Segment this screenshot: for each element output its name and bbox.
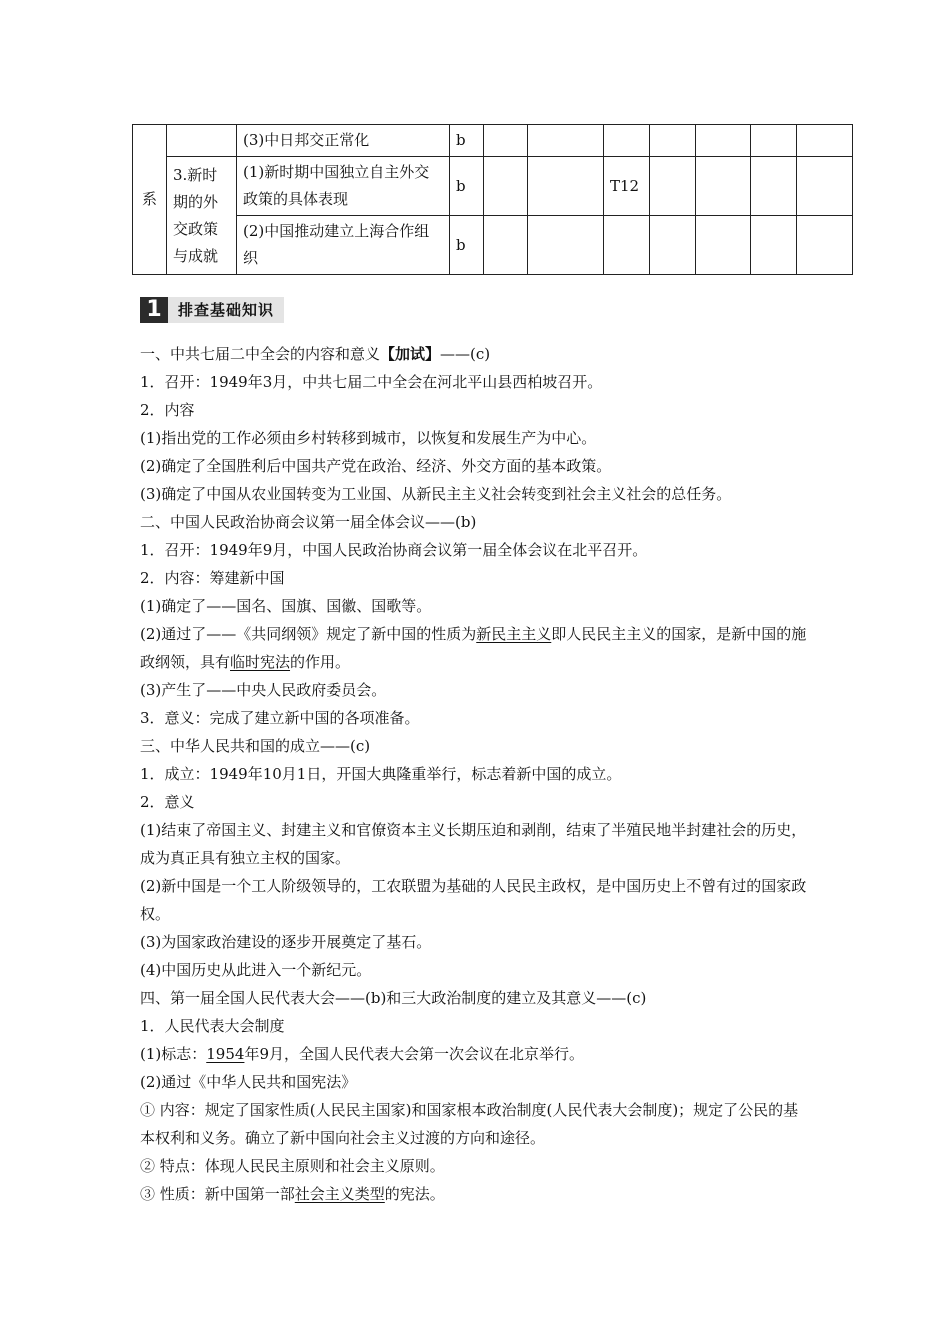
table-row	[133, 157, 853, 216]
paragraph: 2．意义	[140, 793, 195, 811]
paragraph: 2．内容	[140, 401, 195, 419]
heading-2: 二、中国人民政治协商会议第一届全体会议——(b)	[140, 513, 477, 531]
heading-3: 三、中华人民共和国的成立——(c)	[140, 737, 371, 755]
paragraph: (1)指出党的工作必须由乡村转移到城市，以恢复和发展生产为中心。	[140, 429, 597, 447]
heading-1: 一、中共七届二中全会的内容和意义【加试】——(c)	[140, 345, 491, 363]
section-heading	[140, 297, 284, 323]
section-title: 排查基础知识	[168, 297, 284, 323]
paragraph: 1．人民代表大会制度	[140, 1017, 285, 1035]
category-cell: 系	[133, 125, 167, 275]
paragraph: (2)通过《中华人民共和国宪法》	[140, 1073, 357, 1091]
paragraph: 1．成立：1949年10月1日，开国大典隆重举行，标志着新中国的成立。	[140, 765, 622, 783]
paragraph: (4)中国历史从此进入一个新纪元。	[140, 961, 372, 979]
topic-cell: (3)中日邦交正常化	[237, 125, 450, 157]
section-cell: 3.新时期的外交政策与成就	[167, 157, 237, 275]
paragraph: (1)标志：1954年9月，全国人民代表大会第一次会议在北京举行。	[140, 1045, 584, 1063]
paragraph: ② 特点：体现人民民主原则和社会主义原则。	[140, 1157, 445, 1175]
paragraph: (1)确定了——国名、国旗、国徽、国歌等。	[140, 597, 432, 615]
topic-cell: (1)新时期中国独立自主外交政策的具体表现	[237, 157, 450, 216]
paragraph: 3．意义：完成了建立新中国的各项准备。	[140, 709, 420, 727]
paragraph: (2)确定了全国胜利后中国共产党在政治、经济、外交方面的基本政策。	[140, 457, 612, 475]
section-number: 1	[140, 297, 168, 323]
paragraph: 1．召开：1949年3月，中共七届二中全会在河北平山县西柏坡召开。	[140, 373, 603, 391]
level-cell: b	[450, 125, 484, 157]
empty-cell	[167, 125, 237, 157]
paragraph: ③ 性质：新中国第一部社会主义类型的宪法。	[140, 1185, 445, 1203]
level-cell: b	[450, 216, 484, 275]
topic-cell: (2)中国推动建立上海合作组织	[237, 216, 450, 275]
table-row	[133, 216, 853, 275]
paragraph: 2．内容：筹建新中国	[140, 569, 285, 587]
table-row	[133, 125, 853, 157]
level-cell: b	[450, 157, 484, 216]
paragraph: (3)确定了中国从农业国转变为工业国、从新民主主义社会转变到社会主义社会的总任务。	[140, 485, 732, 503]
paragraph: (2)新中国是一个工人阶级领导的，工农联盟为基础的人民民主政权，是中国历史上不曾有过的国家政权。	[140, 877, 807, 923]
paragraph: 1．召开：1949年9月，中国人民政治协商会议第一届全体会议在北平召开。	[140, 541, 648, 559]
paragraph: ① 内容：规定了国家性质(人民民主国家)和国家根本政治制度(人民代表大会制度)；规定了公民的基本权利和义务。确立了新中国向社会主义过渡的方向和途径。	[140, 1101, 799, 1147]
paragraph: (3)为国家政治建设的逐步开展奠定了基石。	[140, 933, 432, 951]
paragraph: (2)通过了——《共同纲领》规定了新中国的性质为新民主主义即人民民主主义的国家，是新中国的施政纲领，具有临时宪法的作用。	[140, 625, 807, 671]
heading-4: 四、第一届全国人民代表大会——(b)和三大政治制度的建立及其意义——(c)	[140, 989, 647, 1007]
exam-cell: T12	[604, 157, 650, 216]
main-content	[140, 340, 812, 1208]
outline-table	[132, 124, 853, 275]
paragraph: (3)产生了——中央人民政府委员会。	[140, 681, 387, 699]
paragraph: (1)结束了帝国主义、封建主义和官僚资本主义长期压迫和剥削，结束了半殖民地半封建社会的历史，成为真正具有独立主权的国家。	[140, 821, 807, 867]
